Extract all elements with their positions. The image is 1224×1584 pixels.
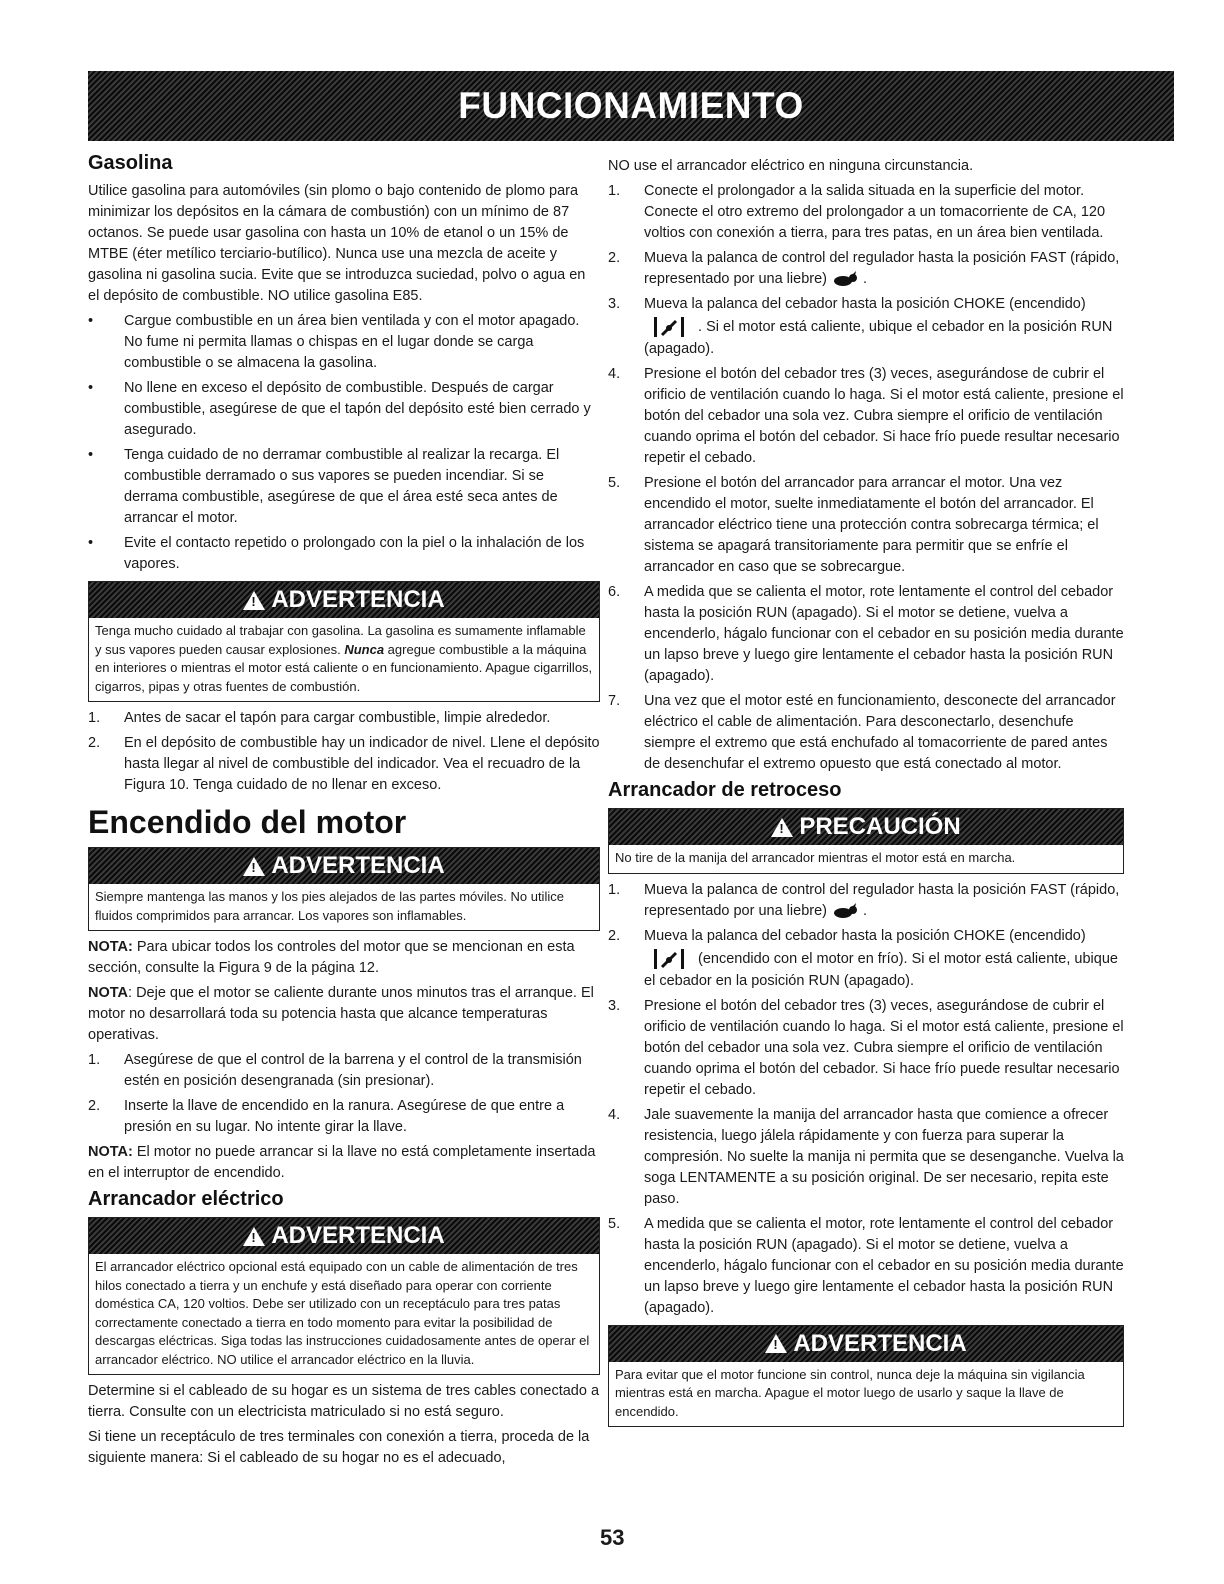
section-banner bbox=[88, 71, 1174, 141]
gasolina-heading: Gasolina bbox=[88, 152, 173, 174]
list-item: 4. Presione el botón del cebador tres (3) veces, asegurándose de cubrir el orificio de ventilación cuando lo haga. Si el motor está caliente, presione el botón del cebador una sola vez. Cubra siempre el orificio de ventilación cuando oprima el botón del cebador. Si hace frío puede resultar necesario repetir el cebado. bbox=[608, 366, 1124, 466]
list-item: 4. Jale suavemente la manija del arrancador hasta que comience a ofrecer resistencia, luego jálela rápidamente y con fuerza para superar la compresión. No suelte la manija ni permita que se desenganche. Vuelva la soga LENTAMENTE a su posición original. De ser necesario, repita este paso. bbox=[608, 1106, 1124, 1207]
electrico-continuation: NO use el arrancador eléctrico en ninguna circunstancia. bbox=[608, 158, 974, 174]
list-item: 1. Asegúrese de que el control de la barrena y el control de la transmisión estén en posición desengranada (sin presionar). bbox=[88, 1052, 582, 1089]
list-item: 3. Mueva la palanca del cebador hasta la posición CHOKE (encendido) . Si el motor está caliente, ubique el cebador en la posición RUN (apagado). bbox=[608, 296, 1113, 357]
list-item: 2. En el depósito de combustible hay un indicador de nivel. Llene el depósito hasta llegar al nivel de combustible del indicador. Vea el recuadro de la Figura 10. Tenga cuidado de no llenar en exceso. bbox=[88, 735, 600, 793]
nota-1: NOTA: Para ubicar todos los controles del motor que se mencionan en esta sección, consulte la Figura 9 de la página 12. bbox=[88, 939, 575, 976]
list-item: 1. Conecte el prolongador a la salida situada en la superficie del motor. Conecte el otro extremo del prolongador a un tomacorriente de CA, 120 voltios con conexión a tierra, para tres patas, en un área bien ventilada. bbox=[608, 183, 1106, 241]
list-item: 7. Una vez que el motor esté en funcionamiento, desconecte del arrancador eléctrico el cable de alimentación. Para desconectarlo, desenchufe siempre el extremo que está enchufado al tomacorriente de pared antes de desenchufar el extremo opuesto que está conectado al motor. bbox=[608, 693, 1116, 772]
list-item: 2. Mueva la palanca de control del regulador hasta la posición FAST (rápido, representado por una liebre) . bbox=[608, 250, 1120, 287]
warning-triangle-icon bbox=[243, 857, 265, 876]
gasolina-intro: Utilice gasolina para automóviles (sin plomo o bajo contenido de plomo para minimizar los depósitos en la cámara de combustión) con un mínimo de 87 octanos. Se puede usar gasolina con hasta un 10% de etanol o un 15% de MTBE (éter metílico terciario-butílico). Nunca use una mezcla de aceite y gasolina ni gasolina sucia. Evite que se introduzca suciedad, polvo o agua en el depósito de combustible. NO utilice gasolina E85. bbox=[88, 183, 586, 304]
encendido-heading: Encendido del motor bbox=[88, 804, 407, 840]
list-item: • No llene en exceso el depósito de combustible. Después de cargar combustible, asegúrese de que el tapón del depósito esté bien cerrado y asegurado. bbox=[88, 380, 591, 438]
nota-2: NOTA: Deje que el motor se caliente durante unos minutos tras el arranque. El motor no desarrollará toda su potencia hasta que alcance temperaturas operativas. bbox=[88, 985, 594, 1043]
warning-text: Tenga mucho cuidado al trabajar con gasolina. La gasolina es sumamente inflamable y sus vapores pueden causar explosiones. Nunca agregue combustible a la máquina en interiores o mientras el motor está caliente o en funcionamiento. Apague cigarrillos, cigarros, pipas y otras fuentes de combustión. bbox=[95, 623, 593, 694]
gasolina-warning-box bbox=[88, 581, 600, 702]
warning-text: El arrancador eléctrico opcional está equipado con un cable de alimentación de tres hilos conectado a tierra y un enchufe y está diseñado para operar con corriente doméstica CA, 120 voltios. Debe ser utilizado con un receptáculo para tres patas correctamente conectado a tierra en todo momento para evitar la posibilidad de descargas eléctricas. Siga todas las instrucciones cuidadosamente antes de operar el arrancador eléctrico. NO utilice el arrancador eléctrico en la lluvia. bbox=[95, 1259, 590, 1367]
encendido-steps bbox=[88, 1050, 600, 1138]
caution-header: ! PRECAUCIÓN bbox=[609, 809, 1123, 845]
hare-icon bbox=[831, 271, 859, 287]
warning-header: ! ADVERTENCIA bbox=[89, 1218, 599, 1254]
list-item: 2. Inserte la llave de encendido en la ranura. Asegúrese de que entre a presión en su lugar. No intente girar la llave. bbox=[88, 1098, 565, 1135]
list-item: • Tenga cuidado de no derramar combustible al realizar la recarga. El combustible derramado o sus vapores se pueden incendiar. Si se derrama combustible, asegúrese de que el área esté seca antes de arrancar el motor. bbox=[88, 447, 560, 526]
right-column bbox=[608, 150, 1124, 1433]
warning-header: ! ADVERTENCIA bbox=[89, 582, 599, 618]
electrico-warning-box bbox=[88, 1217, 600, 1375]
left-column bbox=[88, 150, 600, 1473]
list-item: 5. A medida que se calienta el motor, rote lentamente el control del cebador hasta la posición RUN (apagado). Si el motor se detiene, vuelva a encenderlo, hágalo funcionar con el cebador en su posición media durante un lapso breve y luego gire lentamente el cebador hasta la posición RUN (apagado). bbox=[608, 1215, 1124, 1316]
list-item: 5. Presione el botón del arrancador para arrancar el motor. Una vez encendido el motor, suelte inmediatamente el botón del arrancador. El arrancador eléctrico tiene una protección contra sobrecarga térmica; el sistema se apagará transitoriamente para permitir que se enfríe el arrancador en caso que se sobrecargue. bbox=[608, 475, 1099, 575]
hare-icon bbox=[831, 903, 859, 919]
warning-triangle-icon bbox=[243, 591, 265, 610]
list-item: • Cargue combustible en un área bien ventilada y con el motor apagado. No fume ni permita llamas o chispas en el lugar donde se carga combustible o se almacena la gasolina. bbox=[88, 313, 580, 371]
nota-3: NOTA: El motor no puede arrancar si la llave no está completamente insertada en el interruptor de encendido. bbox=[88, 1144, 596, 1181]
list-item: 1. Antes de sacar el tapón para cargar combustible, limpie alrededor. bbox=[88, 710, 551, 726]
gasolina-steps bbox=[88, 708, 600, 796]
warning-triangle-icon bbox=[243, 1227, 265, 1246]
banner-title: FUNCIONAMIENTO bbox=[458, 85, 804, 126]
electrico-steps bbox=[608, 181, 1124, 775]
encendido-warning-box bbox=[88, 847, 600, 931]
page-number: 53 bbox=[600, 1525, 625, 1550]
retroceso-steps bbox=[608, 880, 1124, 1319]
electrico-heading: Arrancador eléctrico bbox=[88, 1188, 284, 1210]
warning-triangle-icon bbox=[771, 818, 793, 837]
list-item: 1. Mueva la palanca de control del regulador hasta la posición FAST (rápido, representado por una liebre) . bbox=[608, 881, 1120, 919]
gasolina-bullets bbox=[88, 311, 600, 575]
electrico-para-2: Si tiene un receptáculo de tres terminales con conexión a tierra, proceda de la siguiente manera: Si el cableado de su hogar no es el adecuado, bbox=[88, 1429, 590, 1466]
warning-text: Para evitar que el motor funcione sin control, nunca deje la máquina sin vigilancia mientras está en marcha. Apague el motor luego de usarlo y saque la llave de encendido. bbox=[615, 1366, 1085, 1419]
warning-text: Siempre mantenga las manos y los pies alejados de las partes móviles. No utilice fluidos comprimidos para arrancar. Los vapores son inflamables. bbox=[95, 889, 564, 923]
choke-icon bbox=[652, 315, 686, 339]
warning-header: ! ADVERTENCIA bbox=[609, 1326, 1123, 1362]
list-item: 6. A medida que se calienta el motor, rote lentamente el control del cebador hasta la posición RUN (apagado). Si el motor se detiene, vuelva a encenderlo, hágalo funcionar con el cebador en su posición media durante un lapso breve y luego gire lentamente el cebador hasta la posición RUN (apagado). bbox=[608, 584, 1124, 684]
list-item: 3. Presione el botón del cebador tres (3) veces, asegurándose de cubrir el orificio de ventilación cuando lo haga. Si el motor está caliente, presione el botón del cebador una sola vez. Cubra siempre el orificio de ventilación cuando oprima el botón del cebador. Si hace frío puede resultar necesario repetir el cebado. bbox=[608, 997, 1124, 1098]
electrico-para-1: Determine si el cableado de su hogar es un sistema de tres cables conectado a tierra. Consulte con un electricista matriculado si no está seguro. bbox=[88, 1383, 600, 1420]
warning-header: ! ADVERTENCIA bbox=[89, 848, 599, 884]
warning-triangle-icon bbox=[765, 1334, 787, 1353]
caution-text: No tire de la manija del arrancador mientras el motor está en marcha. bbox=[615, 850, 1016, 865]
retroceso-heading: Arrancador de retroceso bbox=[608, 779, 842, 801]
choke-icon bbox=[652, 947, 686, 971]
list-item: 2. Mueva la palanca del cebador hasta la posición CHOKE (encendido) (encendido con el motor en frío). Si el motor está caliente, ubique el cebador en la posición RUN (apagado). bbox=[608, 927, 1118, 989]
retroceso-caution-box bbox=[608, 808, 1124, 874]
list-item: • Evite el contacto repetido o prolongado con la piel o la inhalación de los vapores. bbox=[88, 535, 585, 572]
retroceso-warning-box bbox=[608, 1325, 1124, 1428]
